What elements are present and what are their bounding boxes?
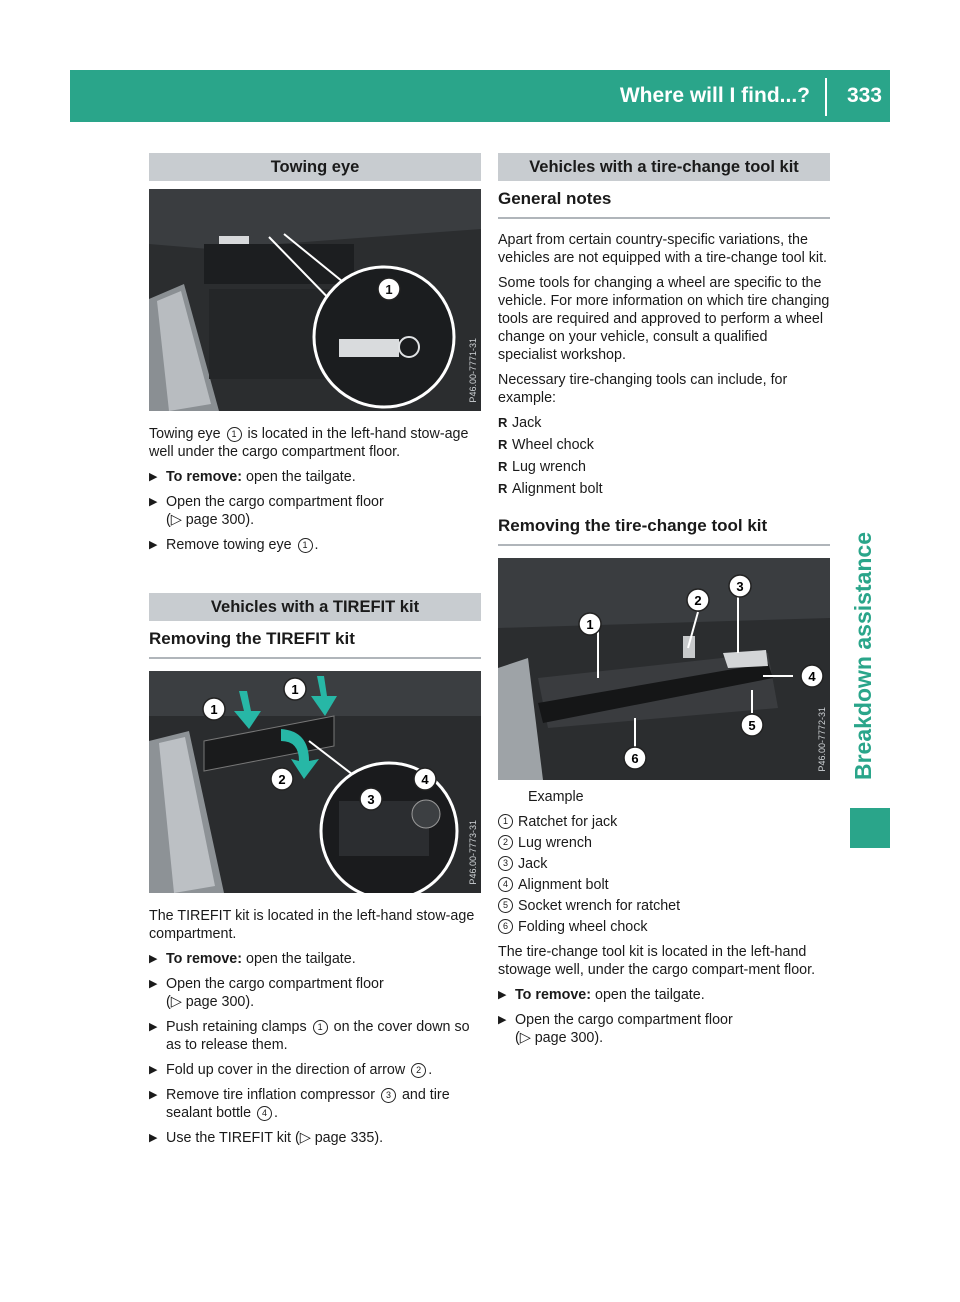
subhead-general-notes: General notes — [498, 189, 830, 219]
step: ▶ To remove: open the tailgate. — [149, 950, 481, 968]
step: ▶ To remove: open the tailgate. — [149, 468, 481, 486]
page-ref-link[interactable]: (▷ page 300). — [515, 1030, 604, 1046]
svg-text:4: 4 — [808, 669, 816, 684]
callout-ref-icon: 1 — [298, 538, 313, 553]
svg-text:3: 3 — [367, 792, 375, 807]
header-divider — [825, 78, 827, 116]
page-number: 333 — [846, 84, 882, 107]
callout-ref-icon: 1 — [227, 427, 242, 442]
svg-text:2: 2 — [278, 772, 286, 787]
svg-text:3: 3 — [736, 579, 744, 594]
step: ▶ Open the cargo compartment floor (▷ page 300). — [149, 975, 481, 1011]
section-heading-toolkit: Vehicles with a tire-change tool kit — [498, 153, 830, 181]
notes-p2: Some tools for changing a wheel are specific to the vehicle. For more information on which tire changing tools are required and approved to perform a wheel change on your vehicle, consult a qualified specialist workshop. — [498, 275, 830, 363]
bullet-item: R Jack — [498, 414, 830, 432]
svg-text:2: 2 — [694, 593, 702, 608]
bullet-item: R Wheel chock — [498, 436, 830, 454]
step: ▶ Open the cargo compartment floor (▷ page 300). — [498, 1011, 830, 1047]
svg-text:1: 1 — [210, 702, 218, 717]
photo-code: P46.00-7772-31 — [817, 707, 827, 772]
side-tab — [842, 531, 890, 780]
callout-ref-icon: 5 — [498, 898, 513, 913]
callout-marker — [801, 665, 823, 687]
callout-marker — [271, 768, 293, 790]
legend-item: 3 Jack — [498, 855, 830, 873]
step — [149, 1129, 481, 1147]
callout-ref-icon: 4 — [257, 1106, 272, 1121]
callout-ref-icon: 1 — [498, 814, 513, 829]
callout-ref-icon: 2 — [498, 835, 513, 850]
photo-caption: Example — [528, 789, 584, 805]
section-heading-towing: Towing eye — [149, 153, 481, 181]
callout-ref-icon: 1 — [313, 1020, 328, 1035]
step: ▶ Fold up cover in the direction of arrow 2 . — [149, 1061, 481, 1079]
side-tab-label: Breakdown assistance — [850, 531, 876, 780]
bullet-item: R Alignment bolt — [498, 480, 830, 498]
callout-marker — [741, 714, 763, 736]
step: ▶ Remove tire inflation compressor 3 and tire sealant bottle 4 . — [149, 1086, 481, 1122]
toolkit-desc: The tire-change tool kit is located in the left-hand stowage well, under the cargo compart-ment floor. — [498, 944, 816, 978]
svg-text:1: 1 — [385, 282, 393, 297]
subhead-removing-tirefit: Removing the TIREFIT kit — [149, 629, 481, 659]
towing-eye-photo — [149, 189, 481, 411]
header-bar — [70, 70, 890, 122]
step: ▶ Remove towing eye 1 . — [149, 536, 481, 554]
callout-marker — [203, 698, 225, 720]
callout-marker — [729, 575, 751, 597]
callout-marker — [378, 278, 400, 300]
callout-ref-icon: 4 — [498, 877, 513, 892]
legend-item: 2 Lug wrench — [498, 834, 830, 852]
callout-marker — [360, 788, 382, 810]
callout-ref-icon: 3 — [498, 856, 513, 871]
photo-code: P46.00-7773-31 — [468, 820, 478, 885]
page-ref-link[interactable]: (▷ page 300). — [166, 994, 255, 1010]
page-ref-link[interactable]: (▷ page 300). — [166, 512, 255, 528]
photo-code: P46.00-7771-31 — [468, 338, 478, 403]
callout-marker — [579, 613, 601, 635]
callout-marker — [414, 768, 436, 790]
bullet-item: R Lug wrench — [498, 458, 830, 476]
page-ref-link[interactable]: Use the TIREFIT kit (▷ page 335). — [166, 1130, 384, 1146]
callout-marker — [284, 678, 306, 700]
callout-ref-icon: 3 — [381, 1088, 396, 1103]
step: ▶ To remove: open the tailgate. — [498, 986, 830, 1004]
step: ▶ Push retaining clamps 1 on the cover down so as to release them. — [149, 1018, 481, 1054]
tirefit-photo — [149, 671, 481, 893]
header-title: Where will I find...? — [619, 84, 810, 107]
callout-ref-icon: 2 — [411, 1063, 426, 1078]
callout-marker — [687, 589, 709, 611]
svg-text:1: 1 — [586, 617, 594, 632]
section-heading-tirefit: Vehicles with a TIREFIT kit — [149, 593, 481, 621]
side-block — [850, 808, 890, 848]
svg-text:6: 6 — [631, 751, 639, 766]
legend-item: 1 Ratchet for jack — [498, 813, 830, 831]
svg-text:5: 5 — [748, 718, 756, 733]
svg-text:1: 1 — [291, 682, 299, 697]
legend-item: 4 Alignment bolt — [498, 876, 830, 894]
tirefit-desc: The TIREFIT kit is located in the left-hand stow-age compartment. — [149, 908, 475, 942]
left-column — [149, 153, 481, 1154]
subhead-removing-toolkit: Removing the tire-change tool kit — [498, 516, 830, 546]
toolkit-photo — [498, 558, 830, 780]
callout-marker — [624, 747, 646, 769]
legend-item: 6 Folding wheel chock — [498, 918, 830, 936]
step: ▶ Open the cargo compartment floor (▷ page 300). — [149, 493, 481, 529]
notes-p1: Apart from certain country-specific variations, the vehicles are not equipped with a tire-change tool kit. — [498, 232, 828, 266]
legend-item: 5 Socket wrench for ratchet — [498, 897, 830, 915]
svg-text:4: 4 — [421, 772, 429, 787]
callout-ref-icon: 6 — [498, 919, 513, 934]
towing-desc: Towing eye 1 is located in the left-hand stow-age well under the cargo compartment floor. — [149, 426, 469, 460]
right-column — [498, 153, 830, 1054]
notes-p3: Necessary tire-changing tools can include, for example: — [498, 372, 788, 406]
